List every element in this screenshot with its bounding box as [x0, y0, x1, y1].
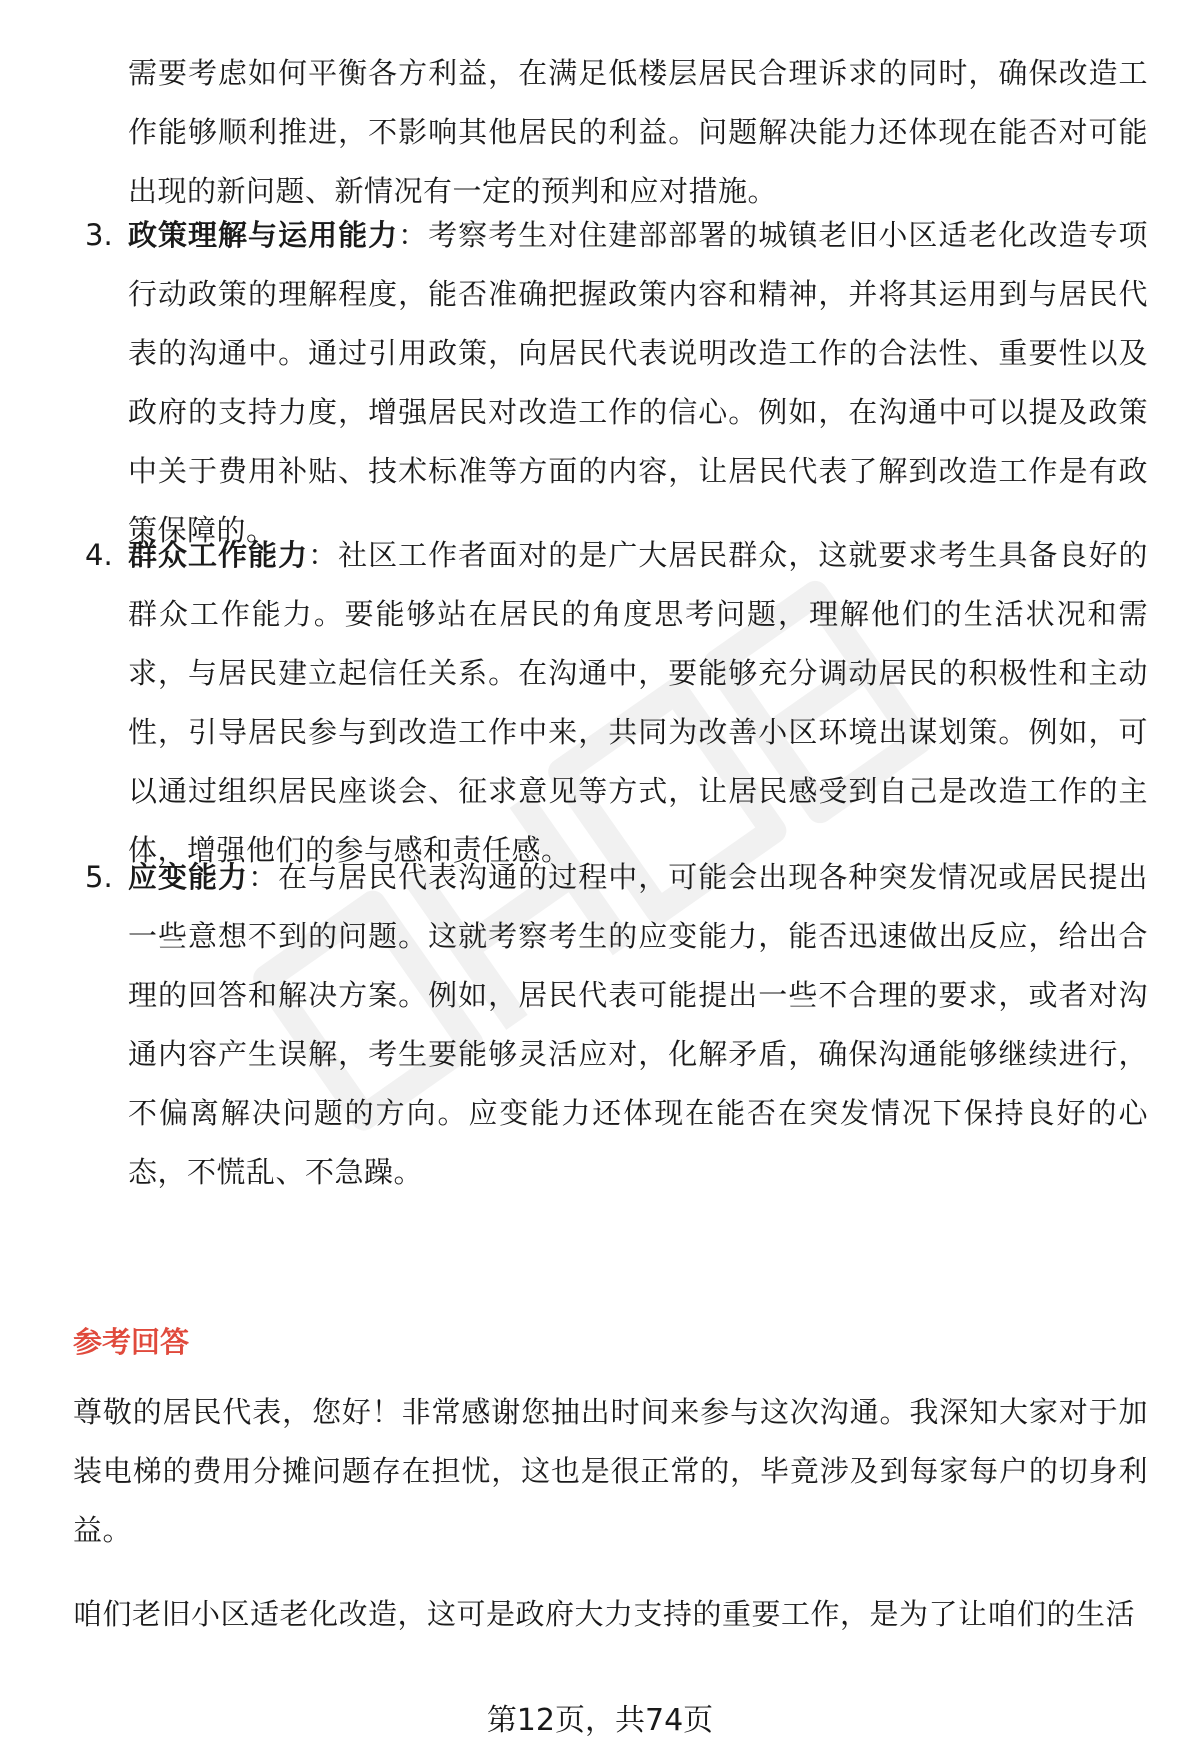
list-item-text: [128, 206, 1148, 560]
reference-answer-heading: 参考回答: [73, 1325, 190, 1359]
list-number: 5.: [85, 860, 113, 894]
list-term: 政策理解与运用能力: [128, 218, 399, 252]
list-body: ：在与居民代表沟通的过程中，可能会出现各种突发情况或居民提出一些意想不到的问题。这就考察考生的应变能力，能否迅速做出反应，给出合理的回答和解决方案。例如，居民代表可能提出一些不合理的要求，或者对沟通内容产生误解，考生要能够灵活应对，化解矛盾，确保沟通能够继续进行，不偏离解决问题的方向。应变能力还体现在能否在突发情况下保持良好的心态，不慌乱、不急躁。: [128, 860, 1148, 1189]
list-item-text: [128, 848, 1148, 1202]
answer-paragraph-1: 尊敬的居民代表，您好！非常感谢您抽出时间来参与这次沟通。我深知大家对于加装电梯的费用分摊问题存在担忧，这也是很正常的，毕竟涉及到每家每户的切身利益。: [73, 1395, 1148, 1547]
page-number: 第12页，共74页: [486, 1703, 714, 1738]
list-number: 4.: [85, 538, 113, 572]
list-term: 群众工作能力: [128, 538, 309, 572]
list-item-text: [128, 526, 1148, 880]
list-body: ：考察考生对住建部部署的城镇老旧小区适老化改造专项行动政策的理解程度，能否准确把握政策内容和精神，并将其运用到与居民代表的沟通中。通过引用政策，向居民代表说明改造工作的合法性、重要性以及政府的支持力度，增强居民对改造工作的信心。例如，在沟通中可以提及政策中关于费用补贴、技术标准等方面的内容，让居民代表了解到改造工作是有政策保障的。: [128, 218, 1148, 547]
answer-paragraph-2: 咱们老旧小区适老化改造，这可是政府大力支持的重要工作，是为了让咱们的生活: [73, 1597, 1136, 1631]
list-number: 3.: [85, 218, 113, 252]
list-term: 应变能力: [128, 860, 249, 894]
list-body: ：社区工作者面对的是广大居民群众，这就要求考生具备良好的群众工作能力。要能够站在居民的角度思考问题，理解他们的生活状况和需求，与居民建立起信任关系。在沟通中，要能够充分调动居民的积极性和主动性，引导居民参与到改造工作中来，共同为改善小区环境出谋划策。例如，可以通过组织居民座谈会、征求意见等方式，让居民感受到自己是改造工作的主体，增强他们的参与感和责任感。: [128, 538, 1148, 867]
continuation-paragraph: 需要考虑如何平衡各方利益，在满足低楼层居民合理诉求的同时，确保改造工作能够顺利推进，不影响其他居民的利益。问题解决能力还体现在能否对可能出现的新问题、新情况有一定的预判和应对措施。: [128, 56, 1148, 208]
